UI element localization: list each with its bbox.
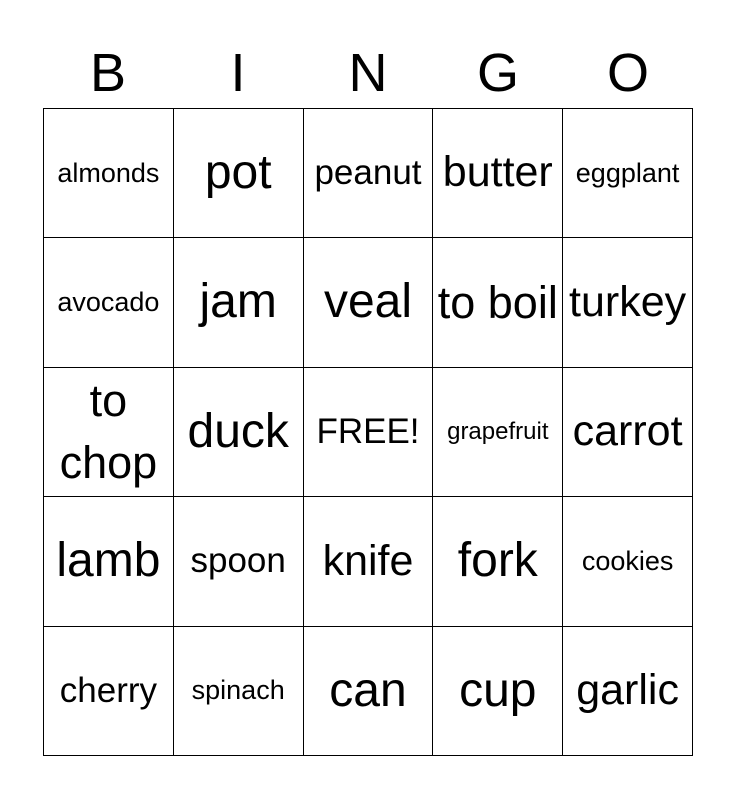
cell-text: pot — [204, 146, 272, 199]
bingo-cell[interactable] — [563, 368, 693, 497]
cell-text: cookies — [581, 545, 674, 576]
bingo-cell[interactable] — [563, 627, 693, 756]
cell-text: lamb — [56, 534, 161, 588]
cell-text: to boil — [437, 276, 558, 328]
bingo-cell[interactable] — [174, 238, 304, 367]
cell-text: eggplant — [575, 157, 680, 188]
bingo-cell[interactable] — [44, 627, 174, 756]
bingo-cell[interactable] — [563, 238, 693, 367]
header-letter-n: N — [348, 43, 388, 103]
cell-text: knife — [322, 536, 414, 585]
bingo-cell[interactable] — [174, 627, 304, 756]
header-letter-o: O — [606, 43, 649, 103]
cell-text: can — [329, 663, 407, 717]
bingo-cell[interactable] — [44, 368, 174, 497]
bingo-cell[interactable] — [44, 497, 174, 626]
bingo-cell[interactable] — [563, 109, 693, 238]
bingo-cell[interactable] — [433, 109, 563, 238]
bingo-grid — [43, 108, 693, 756]
header-letter-b: B — [89, 43, 127, 103]
bingo-cell[interactable] — [304, 368, 434, 497]
cell-text: spinach — [191, 675, 285, 706]
cell-text: fork — [457, 534, 538, 588]
cell-text: duck — [187, 404, 289, 458]
cell-text: cherry — [59, 670, 158, 710]
cell-text: almonds — [57, 157, 160, 188]
header-letter-i: I — [230, 43, 246, 103]
bingo-cell[interactable] — [433, 238, 563, 367]
bingo-cell[interactable] — [304, 627, 434, 756]
cell-text: avocado — [57, 287, 160, 318]
cell-text: to chop — [59, 374, 158, 488]
bingo-cell[interactable] — [304, 238, 434, 367]
bingo-cell[interactable] — [433, 627, 563, 756]
bingo-cell[interactable] — [433, 497, 563, 626]
cell-text: butter — [442, 148, 553, 197]
cell-text: peanut — [314, 153, 422, 193]
bingo-cell[interactable] — [304, 109, 434, 238]
bingo-cell[interactable] — [433, 368, 563, 497]
bingo-cell[interactable] — [304, 497, 434, 626]
bingo-cell[interactable] — [44, 238, 174, 367]
header-letter-g: G — [476, 43, 519, 103]
cell-text: turkey — [569, 277, 687, 326]
free-space-text: FREE! — [316, 411, 420, 451]
bingo-header — [43, 38, 693, 108]
cell-text: grapefruit — [447, 418, 549, 446]
bingo-cell[interactable] — [174, 368, 304, 497]
cell-text: veal — [323, 275, 413, 329]
bingo-cell[interactable] — [44, 109, 174, 238]
cell-text: garlic — [576, 666, 679, 715]
cell-text: carrot — [572, 407, 683, 456]
bingo-cell[interactable] — [174, 497, 304, 626]
bingo-cell[interactable] — [174, 109, 304, 238]
cell-text: cup — [459, 663, 537, 717]
cell-text: jam — [199, 275, 277, 329]
bingo-cell[interactable] — [563, 497, 693, 626]
cell-text: spoon — [190, 541, 286, 581]
